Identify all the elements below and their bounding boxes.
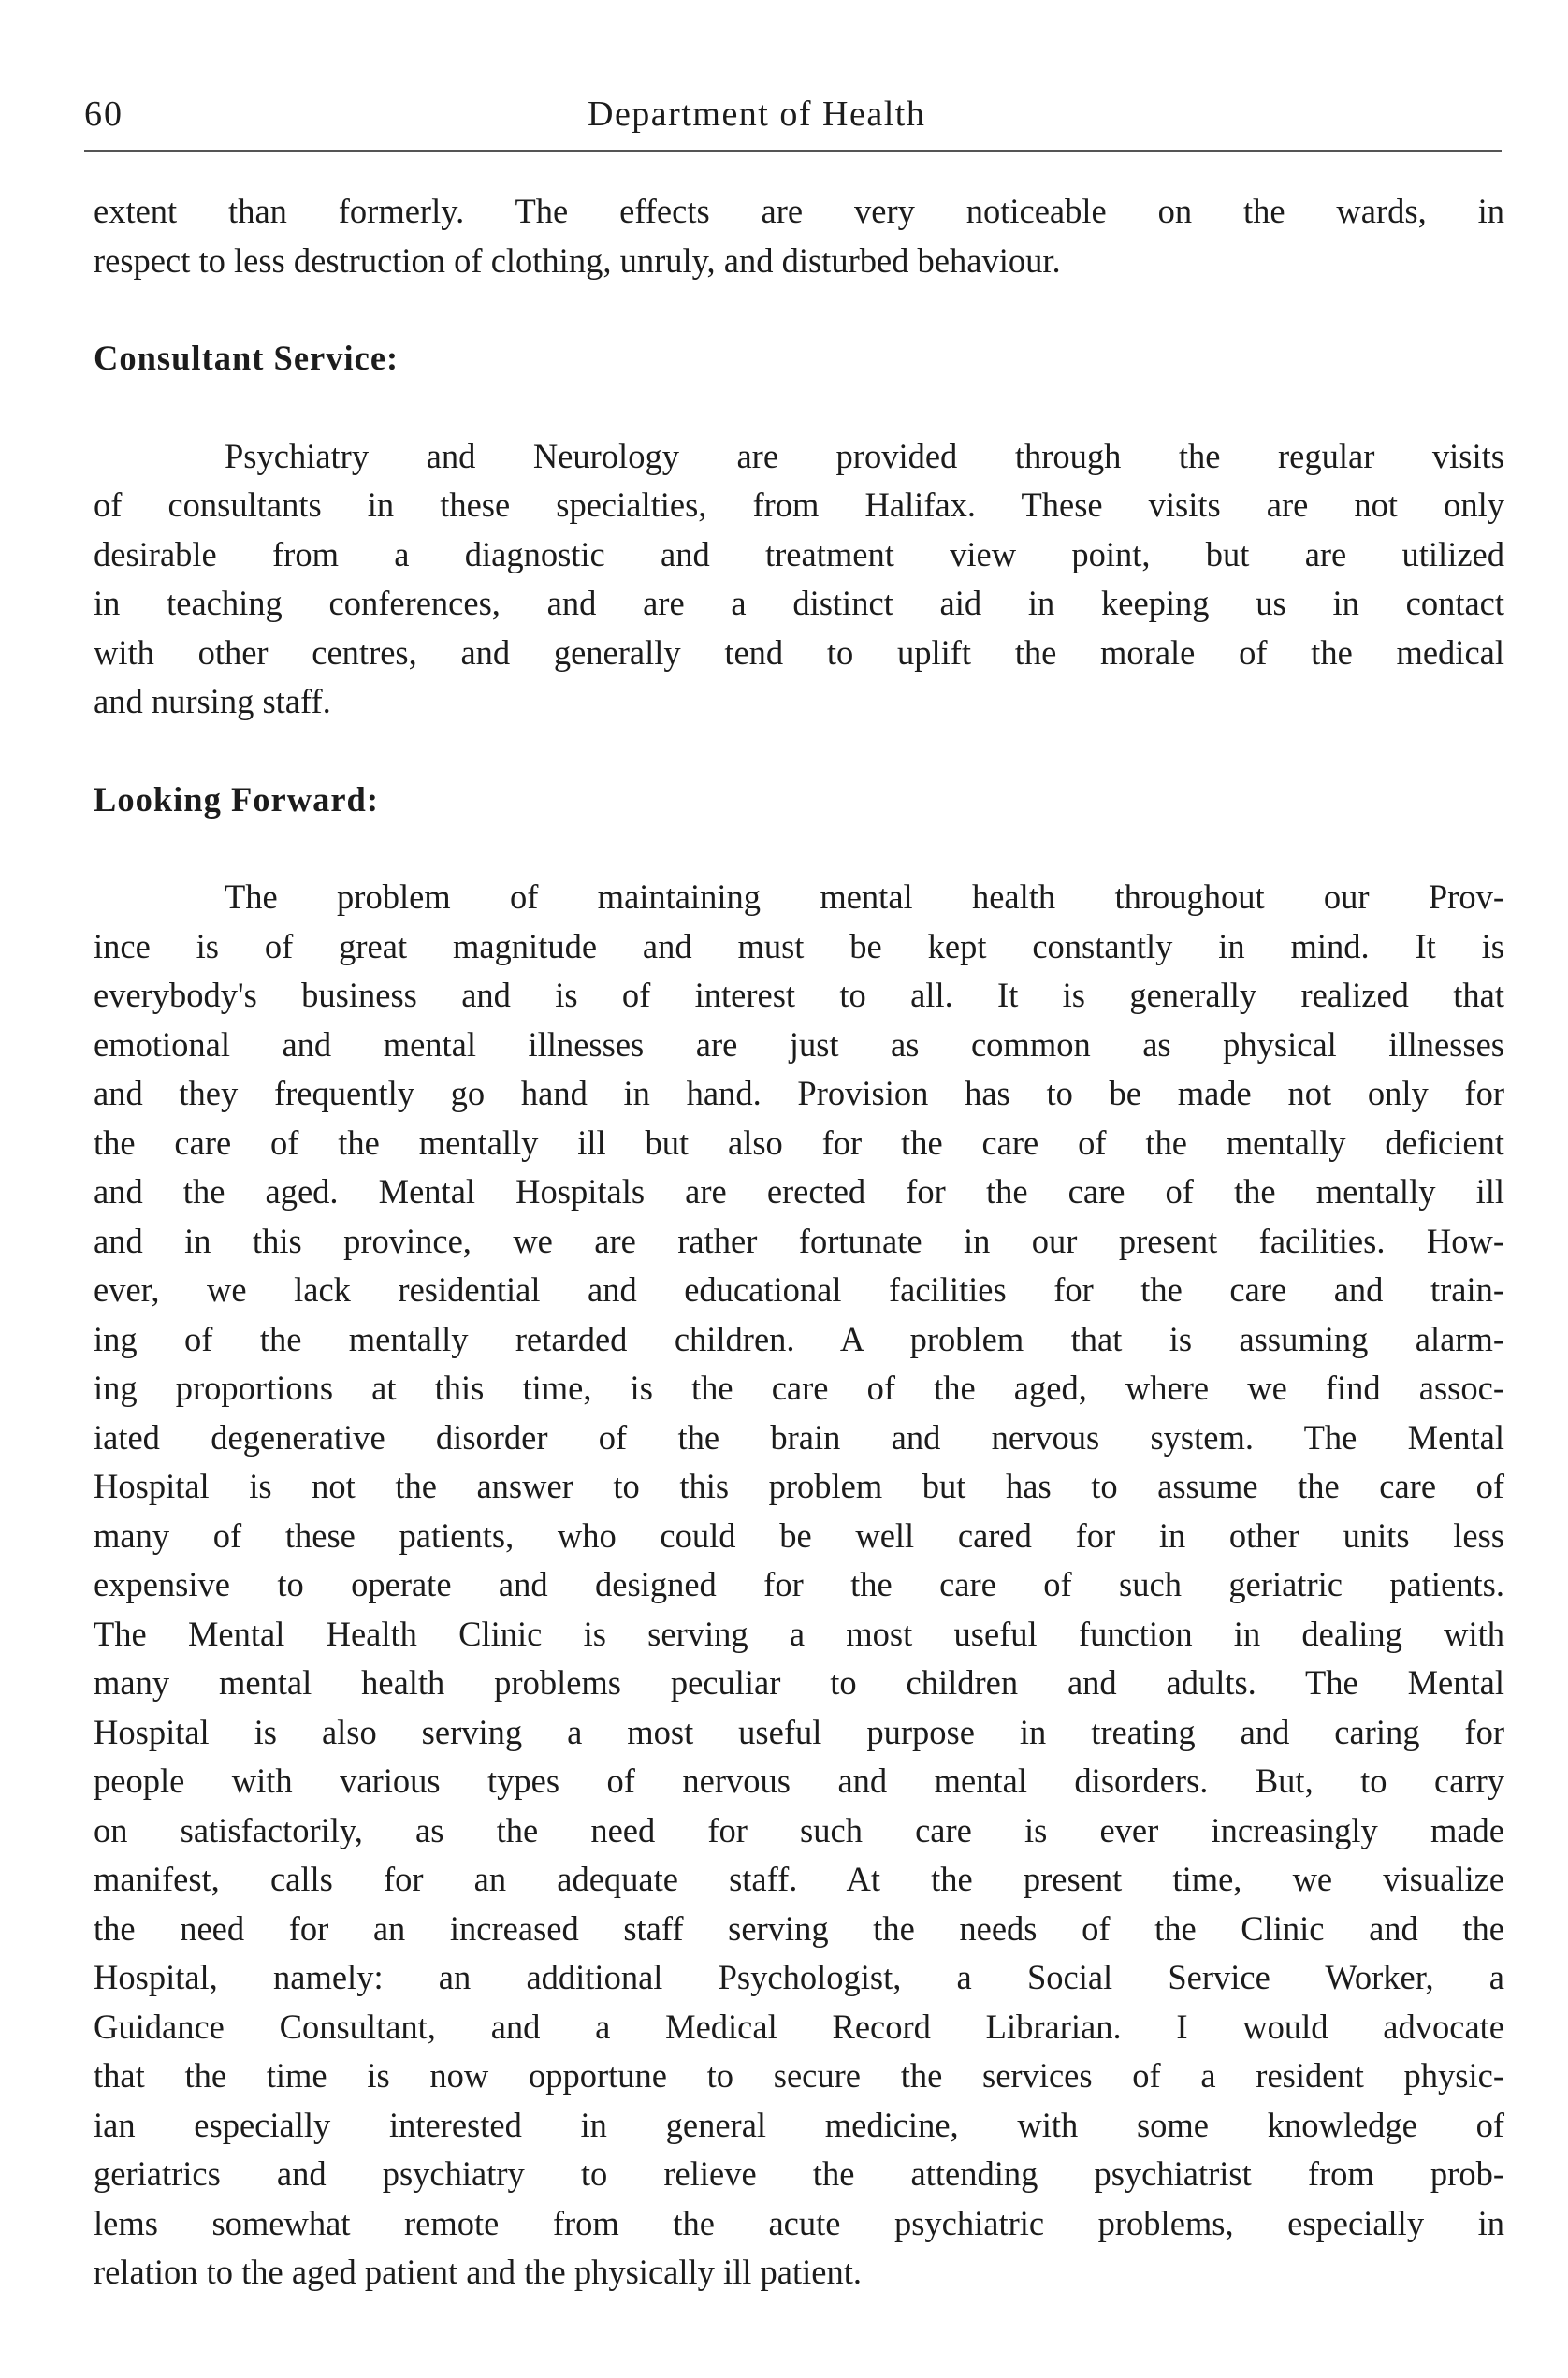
spacer [94,285,1504,334]
text-line: ian especially interested in general medicine, with some knowledge of [94,2105,1504,2144]
text-line: expensive to operate and designed for the care of such geriatric patients. [94,1565,1504,1603]
section-heading: Consultant Service: [94,339,399,377]
text-line: The Mental Health Clinic is serving a most useful function in dealing with [94,1614,1504,1653]
page-number: 60 [84,94,123,134]
text-line: lems somewhat remote from the acute psychiatric problems, especially in [94,2203,1504,2242]
text-line: Hospital is also serving a most useful purpose in treating and caring for [94,1712,1504,1751]
text-line: with other centres, and generally tend to uplift the morale of the medical [94,632,1504,672]
spacer [94,384,1504,432]
text-line: many mental health problems peculiar to children and adults. The Mental [94,1663,1504,1702]
text-line: Psychiatry and Neurology are provided through the regular visits [225,436,1504,475]
text-line: the need for an increased staff serving the needs of the Clinic and the [94,1908,1504,1948]
text-line: ing of the mentally retarded children. A problem that is assuming alarm- [94,1319,1504,1358]
text-line: respect to less destruction of clothing, unruly, and disturbed behaviour. [94,240,1061,280]
text-line: Guidance Consultant, and a Medical Record Librarian. I would advocate [94,2007,1504,2046]
text-line: ince is of great magnitude and must be kept constantly in mind. It is [94,926,1504,965]
text-line: Hospital is not the answer to this problem but has to assume the care of [94,1467,1504,1505]
text-line: relation to the aged patient and the physically ill patient. [94,2253,863,2291]
text-line: everybody's business and is of interest to all. It is generally realized that [94,976,1504,1014]
looking-forward-section [94,776,1504,2298]
section-heading: Looking Forward: [94,779,379,819]
text-line: and they frequently go hand in hand. Provision has to be made not only for [94,1074,1504,1112]
text-line: and in this province, we are rather fortunate in our present facilities. How- [94,1221,1504,1260]
spacer [94,727,1504,776]
text-line: extent than formerly. The effects are very noticeable on the wards, in [94,192,1504,230]
text-line: and the aged. Mental Hospitals are erected for the care of the mentally ill [94,1172,1504,1211]
text-line: many of these patients, who could be well cared for in other units less [94,1515,1504,1555]
body-text [94,187,1504,2298]
header-rule [84,150,1502,152]
header-title: Department of Health [588,94,926,134]
intro-paragraph [94,187,1504,285]
text-line: emotional and mental illnesses are just as common as physical illnesses [94,1024,1504,1064]
text-line: that the time is now opportune to secure the services of a resident physic- [94,2056,1504,2095]
running-header [84,86,1488,142]
text-line: manifest, calls for an adequate staff. At the present time, we visualize [94,1860,1504,1898]
spacer [94,824,1504,873]
text-line: people with various types of nervous and mental disorders. But, to carry [94,1762,1504,1800]
text-line: iated degenerative disorder of the brain and nervous system. The Mental [94,1417,1504,1457]
text-line: of consultants in these specialties, from Halifax. These visits are not only [94,486,1504,524]
text-line: Hospital, namely: an additional Psychologist, a Social Service Worker, a [94,1958,1504,1996]
text-line: on satisfactorily, as the need for such care is ever increasingly made [94,1810,1504,1849]
text-line: ever, we lack residential and educational facilities for the care and train- [94,1270,1504,1309]
text-line: desirable from a diagnostic and treatment view point, but are utilized [94,534,1504,573]
text-line: ing proportions at this time, is the care of the aged, where we find assoc- [94,1369,1504,1407]
text-line: the care of the mentally ill but also for the care of the mentally deficient [94,1123,1504,1162]
consultant-service-section [94,334,1504,727]
text-line: The problem of maintaining mental health throughout our Prov- [225,877,1504,916]
text-line: geriatrics and psychiatry to relieve the attending psychiatrist from prob- [94,2154,1504,2193]
text-line: in teaching conferences, and are a distinct aid in keeping us in contact [94,584,1504,622]
text-line: and nursing staff. [94,682,331,720]
